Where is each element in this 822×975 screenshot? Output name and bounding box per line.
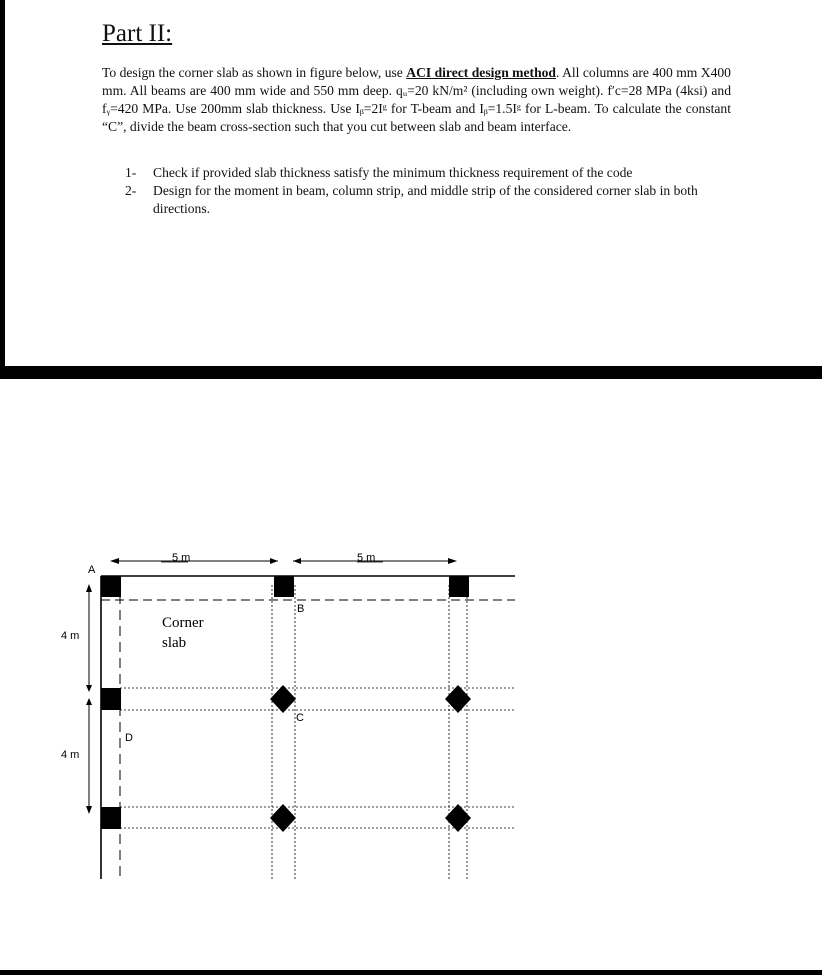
slab-plan-figure	[0, 379, 822, 970]
span-label-right: 5 m	[357, 552, 376, 564]
load-and-material-text: qᵤ=20 kN/m² (including own weight). f′c=28 MPa (4ksi) and fᵧ=420 MPa. Use 200mm slab thickness. Use Iᵦ=2Iᵍ for T-beam and Iᵦ=1.5Iᵍ for L-beam.	[102, 83, 731, 116]
span-label-left: 5 m	[172, 552, 191, 564]
constant-note: To calculate the constant “C”, divide the beam cross-section such that you cut between slab and beam interface.	[102, 101, 731, 134]
corner-slab-label-2: slab	[162, 635, 187, 651]
column-left-mid	[101, 688, 121, 710]
task-text: Design for the moment in beam, column strip, and middle strip of the considered corner slab in both directions.	[153, 183, 698, 216]
span-label-top: 4 m	[61, 630, 80, 642]
intro-text-continued: . All columns are 400 mm X400 mm. All beams are 400 mm wide and 550 mm deep.	[102, 65, 731, 98]
column-left-bottom	[101, 807, 121, 829]
interior-columns	[270, 685, 471, 832]
label-b: B	[297, 603, 305, 615]
span-label-bottom: 4 m	[61, 749, 80, 761]
dimension-y	[86, 584, 92, 814]
label-c: C	[296, 712, 304, 724]
intro-text: To design the corner slab as shown in figure below, use	[102, 65, 407, 80]
document-page-bottom	[0, 379, 822, 970]
column-top-mid	[274, 576, 294, 597]
task-list	[125, 164, 731, 218]
task-number: 1-	[125, 165, 137, 180]
document-page-top	[5, 0, 822, 366]
column-interior	[270, 685, 296, 713]
aci-method-link: ACI direct design method	[406, 65, 556, 80]
page-title: Part II:	[102, 20, 173, 47]
corner-slab-label: Corner	[162, 615, 204, 631]
dimension-x	[110, 558, 457, 564]
list-item	[125, 182, 731, 218]
column-corner	[101, 576, 121, 597]
label-a: A	[88, 564, 96, 576]
task-number: 2-	[125, 183, 137, 198]
column-top-right	[449, 576, 469, 597]
problem-statement	[102, 64, 731, 136]
label-d: D	[125, 732, 133, 744]
list-item	[125, 164, 731, 182]
task-text: Check if provided slab thickness satisfy the minimum thickness requirement of the code	[153, 165, 633, 180]
